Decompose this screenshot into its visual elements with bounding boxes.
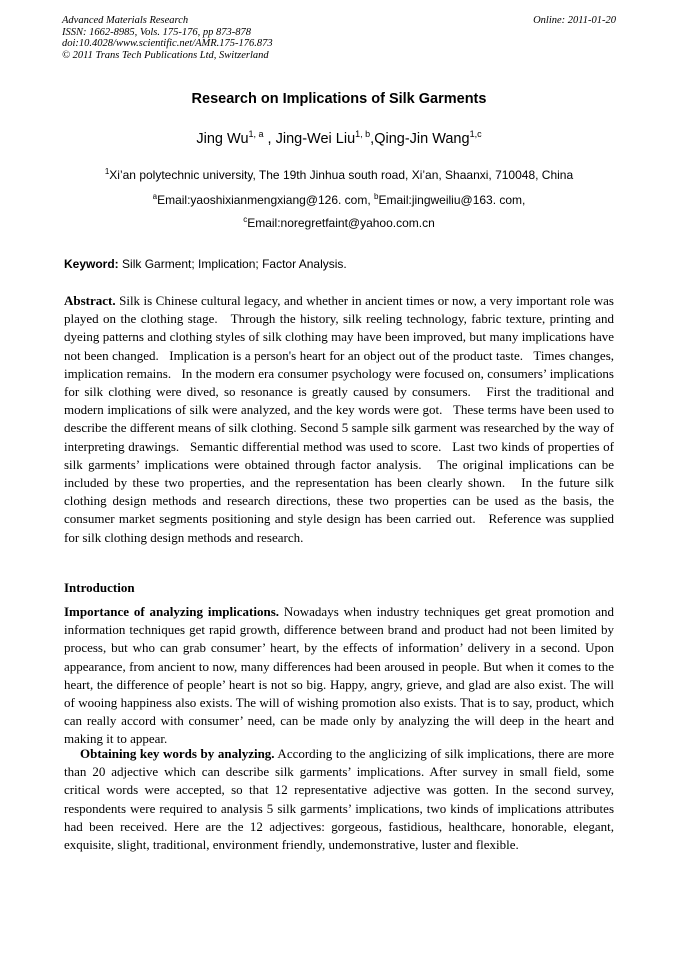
email-sup: b xyxy=(374,192,379,201)
intro-paragraph-1 xyxy=(64,603,614,749)
author-sup: 1,c xyxy=(469,129,482,139)
abstract-label: Abstract. xyxy=(64,293,116,308)
journal-name: Advanced Materials Research xyxy=(62,15,189,26)
author-name: Jing Wu xyxy=(196,131,249,147)
paragraph-label: Obtaining key words by analyzing. xyxy=(80,746,275,761)
abstract-paragraph xyxy=(64,292,618,547)
email-sup: c xyxy=(243,215,248,224)
affiliation-text: Xi’an polytechnic university, The 19th Jinhua south road, Xi’an, Shaanxi, 710048, China xyxy=(109,168,574,182)
affiliation-sup: 1 xyxy=(104,167,110,176)
issn-line: ISSN: 1662-8985, Vols. 175-176, pp 873-878 xyxy=(62,26,251,38)
paragraph-text: According to the anglicizing of silk implications, there are more than 20 adjective which can describe silk garments’ implications. After survey in small field, some critical words were accepted, so that 12 representative adjective was gotten. In the second survey, respondents were required to analysis 5 silk garments’ implications, two kinds of implications attributes had been received. Here are the 12 adjectives: gorgeous, fastidious, healthcare, honorable, elegant, exquisite, slight, traditional, environment friendly, undemonstrative, luster and flexible. xyxy=(64,746,614,853)
online-date: Online: 2011-01-20 xyxy=(533,15,616,26)
paper-title: Research on Implications of Silk Garments xyxy=(191,91,487,107)
paragraph-label: Importance of analyzing implications. xyxy=(64,604,280,619)
affiliation xyxy=(0,168,678,182)
author-separator: , xyxy=(263,131,276,147)
journal-header xyxy=(62,15,616,61)
author-name: Qing-Jin Wang xyxy=(374,131,470,147)
copyright-line: © 2011 Trans Tech Publications Ltd, Switzerland xyxy=(62,49,269,61)
email-sup: a xyxy=(152,192,158,201)
email-c: Email:noregretfaint@yahoo.com.cn xyxy=(247,216,435,230)
author-name: Jing-Wei Liu xyxy=(275,131,356,147)
keyword-label: Keyword: xyxy=(64,257,119,271)
doi-line: doi:10.4028/www.scientific.net/AMR.175-176.873 xyxy=(62,38,273,49)
intro-paragraph-2 xyxy=(64,745,614,854)
keywords xyxy=(64,257,614,271)
author-sup: 1, a xyxy=(248,129,264,139)
section-heading: Introduction xyxy=(64,580,135,595)
email-line-1 xyxy=(0,193,678,207)
author-separator: , xyxy=(370,131,375,147)
email-a: Email:yaoshixianmengxiang@126. com, xyxy=(157,193,375,207)
keyword-text: Silk Garment; Implication; Factor Analysis. xyxy=(118,257,347,271)
author-sup: 1, b xyxy=(355,129,371,139)
abstract-text: Silk is Chinese cultural legacy, and whether in ancient times or now, a very important role was played on the clothing stage. Through the history, silk reeling technology, fabric texture, printing and dyeing patterns and clothing styles of silk clothing may have been improved, but many implications have not been changed. Implication is a person's heart for an object out of the product taste. Times changes, implication remains. In the modern era consumer psychology were focused on, consumers’ implications for silk clothing were dived, so resonance is greatly caused by consumers. First the traditional and modern implications of silk were analyzed, and the key words were got. These terms have been used to describe the different means of silk clothing. Second 5 sample silk garment was researched by the way of interpreting drawings. Semantic differential method was used to score. Last two kinds of properties of silk garments’ implications were obtained through factor analysis. The original implications can be included by these two properties, and the representation has been clearly shown. In the future silk clothing design methods and research directions, these two properties can be used as the basis, the consumer market segments positioning and style design has been carried out. Reference was supplied for silk clothing design methods and research. xyxy=(64,293,618,545)
email-line-2 xyxy=(0,216,678,230)
email-b: Email:jingweiliu@163. com, xyxy=(378,193,526,207)
paragraph-text: Nowadays when industry techniques get great promotion and information techniques get rapid growth, difference between brand and product had not been limited by process, but who can grab consumer’ heart, by the effects of information’ delivery in a second. Upon appearance, from ancient to now, many differences had been aroused in people. But when it comes to the heart, the difference of people’ heart is not so big. Happy, angry, grieve, and glad are also exist. The will of wooing happiness also exists. The will of wishing promotion also exists. That is to say, product, which can really accord with consumer’ need, can be made only by analyzing the will deep in the heart and making it to appear. xyxy=(64,604,614,747)
author-list xyxy=(0,131,678,147)
